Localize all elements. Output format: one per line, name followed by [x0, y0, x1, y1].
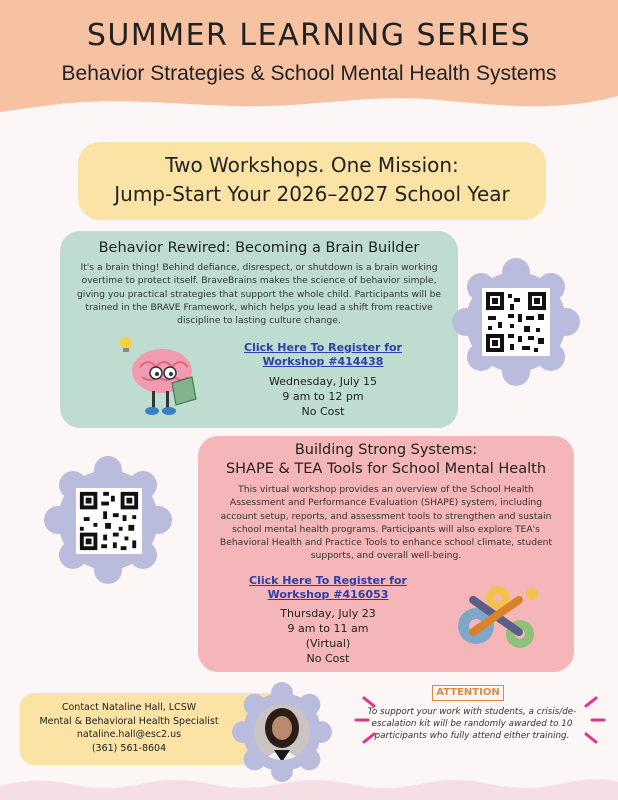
- contact-photo: [252, 702, 312, 762]
- workshop-1-description: It's a brain thing! Behind defiance, disrespect, or shutdown is a brain working overtime to protect itself. BraveBrains makes the science of behavior simple, giving you practical strategies that support the whole child. Participants will be trained in the BRAVE Framework, which helps you lead a shift from reactive discipline to lasting culture change.: [76, 262, 442, 327]
- workshop-1-link-line-1[interactable]: Click Here To Register for: [244, 341, 402, 354]
- workshop-2-link-line-2[interactable]: Workshop #416053: [267, 588, 389, 601]
- workshop-2-title-line-2: SHAPE & TEA Tools for School Mental Health: [225, 461, 547, 477]
- workshop-1-date: Wednesday, July 15: [269, 375, 377, 388]
- brain-reading-icon: [116, 333, 214, 423]
- contact-title: Mental & Behavioral Health Specialist: [39, 715, 219, 727]
- banner-line-2: Jump-Start Your 2026–2027 School Year: [114, 182, 510, 206]
- workshop-2-time: 9 am to 11 am: [287, 622, 369, 635]
- attention-label: ATTENTION: [432, 685, 504, 701]
- page-title: SUMMER LEARNING SERIES: [86, 18, 532, 53]
- contact-phone[interactable]: (361) 561-8604: [91, 742, 167, 754]
- contact-name: Contact Nataline Hall, LCSW: [61, 702, 197, 713]
- qr-code-icon[interactable]: [76, 488, 142, 554]
- page-subtitle: Behavior Strategies & School Mental Health Systems: [61, 62, 557, 85]
- workshop-1-title: Behavior Rewired: Becoming a Brain Builder: [98, 240, 420, 256]
- lightbulb-icon: [120, 337, 132, 352]
- workshop-2-mode: (Virtual): [305, 637, 351, 650]
- workshop-1-link-line-2[interactable]: Workshop #414438: [262, 355, 384, 368]
- workshop-2-cost: No Cost: [306, 652, 350, 665]
- workshop-2-link-line-1[interactable]: Click Here To Register for: [249, 574, 407, 587]
- mission-banner: [78, 142, 546, 220]
- banner-line-1: Two Workshops. One Mission:: [165, 153, 459, 177]
- workshop-1-card: [60, 231, 458, 428]
- workshop-2-date: Thursday, July 23: [280, 607, 376, 620]
- workshop-2-register-link[interactable]: [228, 574, 428, 602]
- contact-email[interactable]: nataline.hall@esc2.us: [76, 729, 182, 740]
- attention-text: To support your work with students, a crisis/de-escalation kit will be randomly awarded to 10 participants who fully attend either training.: [367, 707, 577, 741]
- workshop-1-register-link[interactable]: [228, 341, 418, 369]
- workshop-1-cost: No Cost: [301, 405, 345, 418]
- workshop-2-description: This virtual workshop provides an overview of the School Health Assessment and Performance Evaluation (SHAPE) system, including account setup, reports, and assessment tools to strengthen and sustain school mental health programs. Participants will also explore TEA's Behavioral Health and Practice Tools to enhance school climate, student supports, and overall well-being.: [219, 484, 553, 562]
- header: [0, 0, 618, 118]
- qr-code-icon[interactable]: [482, 288, 550, 356]
- workshop-2-card: [198, 436, 574, 672]
- footer-wave: [0, 770, 618, 800]
- workshop-2-title-line-1: Building Strong Systems:: [294, 442, 478, 458]
- workshop-1-time: 9 am to 12 pm: [282, 390, 364, 403]
- gears-tools-icon: [446, 576, 550, 662]
